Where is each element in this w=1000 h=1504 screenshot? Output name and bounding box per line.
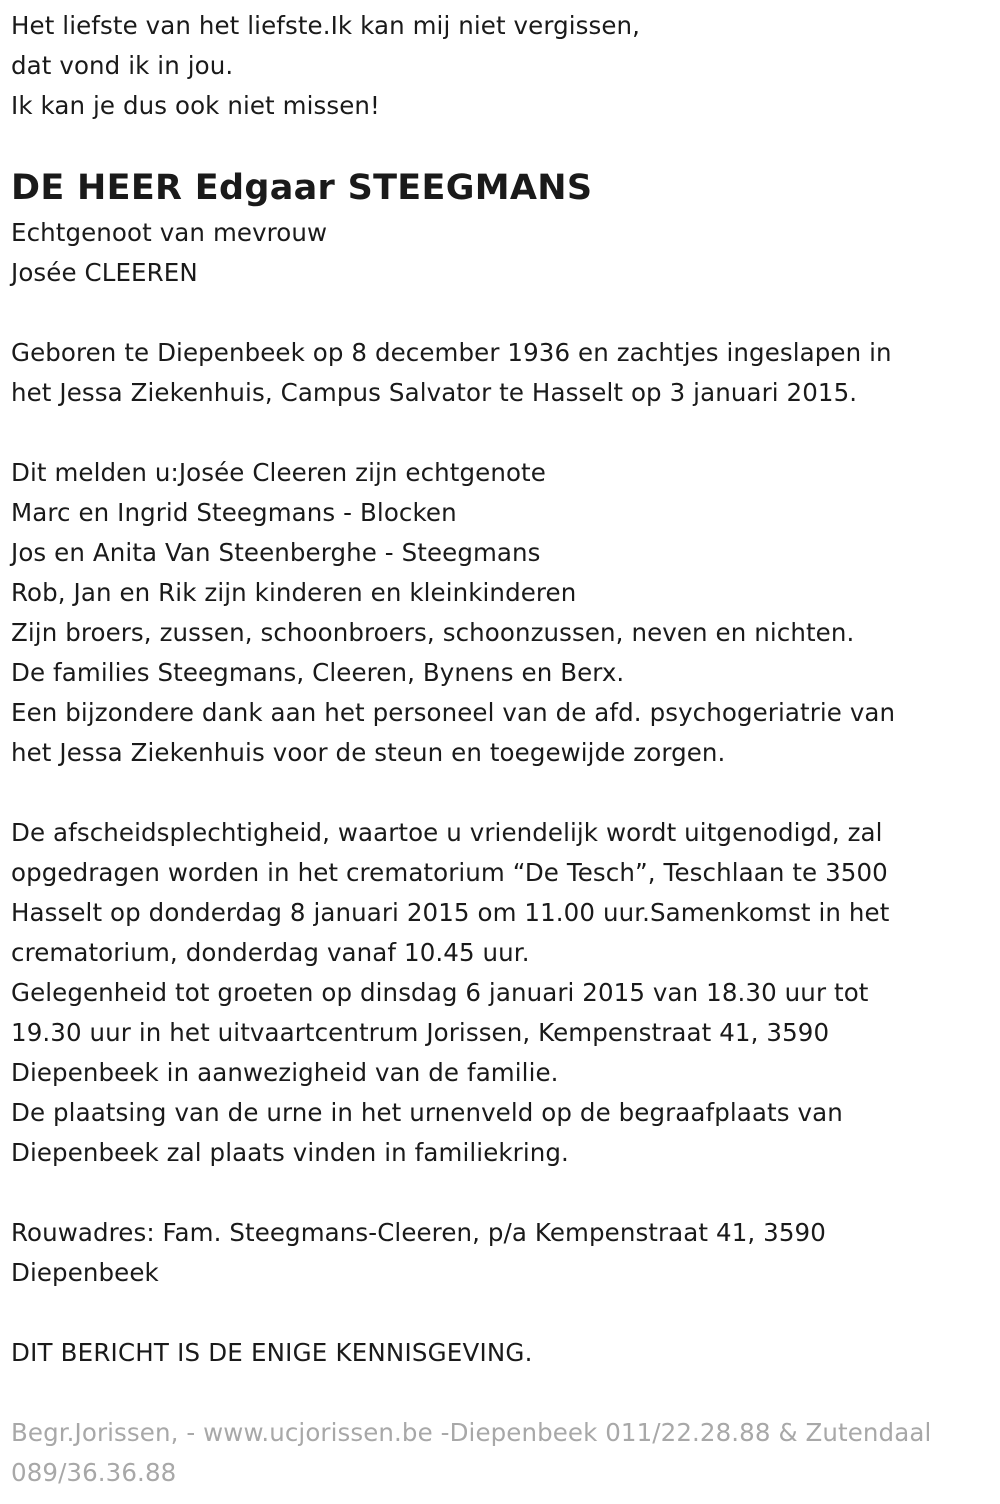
footer-line: 089/36.36.88 — [11, 1458, 177, 1487]
ceremony-line: crematorium, donderdag vanaf 10.45 uur. — [11, 938, 530, 967]
family-line: Zijn broers, zussen, schoonbroers, schoonzussen, neven en nichten. — [11, 618, 855, 647]
ceremony-line: De afscheidsplechtigheid, waartoe u vriendelijk wordt uitgenodigd, zal — [11, 818, 883, 847]
family-line: De families Steegmans, Cleeren, Bynens en Berx. — [11, 658, 625, 687]
notice-section — [11, 1333, 986, 1373]
family-line: Een bijzondere dank aan het personeel van de afd. psychogeriatrie van — [11, 698, 896, 727]
spouse-line: Josée CLEEREN — [11, 258, 198, 287]
family-line: Rob, Jan en Rik zijn kinderen en kleinkinderen — [11, 578, 577, 607]
ceremony-line: De plaatsing van de urne in het urnenveld op de begraafplaats van — [11, 1098, 843, 1127]
deceased-name: DE HEER Edgaar STEEGMANS — [11, 168, 593, 208]
poem-line: Het liefste van het liefste.Ik kan mij niet vergissen, — [11, 11, 641, 40]
family-list — [11, 453, 986, 773]
ceremony-info — [11, 813, 986, 1173]
family-line: het Jessa Ziekenhuis voor de steun en toegewijde zorgen. — [11, 738, 726, 767]
ceremony-line: opgedragen worden in het crematorium “De Tesch”, Teschlaan te 3500 — [11, 858, 888, 887]
address-line: Rouwadres: Fam. Steegmans-Cleeren, p/a Kempenstraat 41, 3590 — [11, 1218, 826, 1247]
address-line: Diepenbeek — [11, 1258, 159, 1287]
poem-line: Ik kan je dus ook niet missen! — [11, 91, 380, 120]
family-line: Marc en Ingrid Steegmans - Blocken — [11, 498, 457, 527]
birth-death-info — [11, 333, 986, 413]
poem-line: dat vond ik in jou. — [11, 51, 234, 80]
birth-death-line: Geboren te Diepenbeek op 8 december 1936 en zachtjes ingeslapen in — [11, 338, 892, 367]
family-line: Jos en Anita Van Steenberghe - Steegmans — [11, 538, 541, 567]
footer-line: Begr.Jorissen, - www.ucjorissen.be -Diepenbeek 011/22.28.88 & Zutendaal — [11, 1418, 932, 1447]
notice-text: DIT BERICHT IS DE ENIGE KENNISGEVING. — [11, 1338, 533, 1367]
ceremony-line: Hasselt op donderdag 8 januari 2015 om 11.00 uur.Samenkomst in het — [11, 898, 890, 927]
mourning-address — [11, 1213, 986, 1293]
spouse-info — [11, 213, 986, 293]
obituary-notice — [11, 6, 986, 1493]
birth-death-line: het Jessa Ziekenhuis, Campus Salvator te Hasselt op 3 januari 2015. — [11, 378, 858, 407]
ceremony-line: 19.30 uur in het uitvaartcentrum Jorissen, Kempenstraat 41, 3590 — [11, 1018, 830, 1047]
family-line: Dit melden u:Josée Cleeren zijn echtgenote — [11, 458, 546, 487]
funeral-home-footer — [11, 1413, 986, 1493]
ceremony-line: Gelegenheid tot groeten op dinsdag 6 januari 2015 van 18.30 uur tot — [11, 978, 869, 1007]
poem — [11, 6, 986, 126]
spouse-line: Echtgenoot van mevrouw — [11, 218, 328, 247]
ceremony-line: Diepenbeek in aanwezigheid van de familie. — [11, 1058, 559, 1087]
ceremony-line: Diepenbeek zal plaats vinden in familiekring. — [11, 1138, 569, 1167]
